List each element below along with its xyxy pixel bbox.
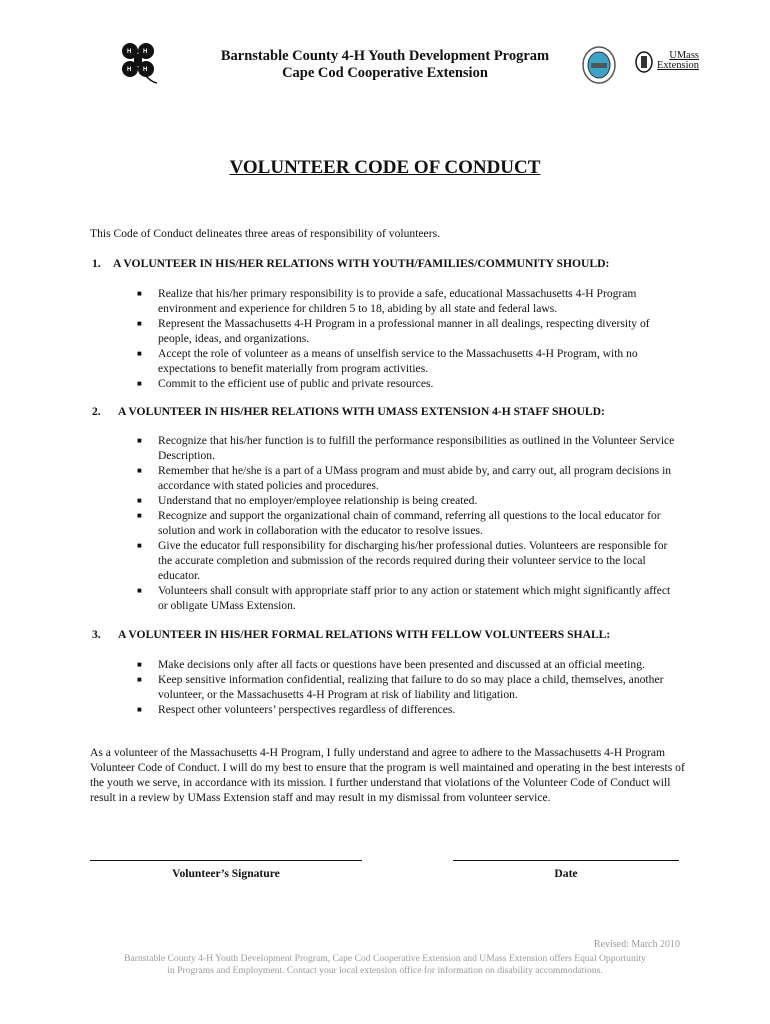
section-number: 2. — [92, 405, 101, 418]
section-heading: A VOLUNTEER IN HIS/HER RELATIONS WITH YOUTH/FAMILIES/COMMUNITY SHOULD: — [113, 257, 610, 270]
bullet-icon: ■ — [137, 660, 142, 669]
list-item: ■ Accept the role of volunteer as a means of unselfish service to the Massachusetts 4-H Program, with no expectations to benefit materially from program activities. — [137, 347, 638, 375]
bullet-icon: ■ — [137, 436, 142, 445]
section-number: 3. — [92, 628, 101, 641]
svg-text:H: H — [127, 49, 132, 55]
section-3 — [92, 627, 692, 642]
section-number: 1. — [92, 257, 101, 270]
signature-line[interactable] — [90, 860, 362, 861]
massachusetts-seal-icon — [635, 50, 653, 74]
date-label: Date — [554, 867, 578, 880]
svg-text:H: H — [143, 49, 148, 55]
section-heading: A VOLUNTEER IN HIS/HER FORMAL RELATIONS WITH FELLOW VOLUNTEERS SHALL: — [118, 628, 611, 641]
intro-text: This Code of Conduct delineates three areas of responsibility of volunteers. — [90, 227, 440, 240]
list-item: ■ Commit to the efficient use of public and private resources. — [137, 377, 434, 390]
bullet-icon: ■ — [137, 541, 142, 550]
umass-extension-logo: UMass Extension — [657, 50, 699, 71]
revised-date: Revised: March 2010 — [593, 939, 680, 950]
list-item: ■ Give the educator full responsibility for discharging his/her professional duties. Volunteers are responsible for the accurate completion and submission of the records required during their volunteer service to the local educator. — [137, 539, 668, 582]
list-item: ■ Make decisions only after all facts or questions have been presented and discussed at an official meeting. — [137, 658, 645, 671]
bullet-icon: ■ — [137, 349, 142, 358]
bullet-icon: ■ — [137, 319, 142, 328]
footer-notice: Barnstable County 4-H Youth Development Program, Cape Cod Cooperative Extension and UMass Extension offers Equal Opportunity in Programs and Employment. Contact your local extension office for information on disability accommodations. — [124, 953, 646, 976]
section-2 — [92, 404, 692, 419]
bullet-icon: ■ — [137, 379, 142, 388]
svg-text:H: H — [127, 67, 132, 73]
list-item: ■ Realize that his/her primary responsibility is to provide a safe, educational Massachusetts 4-H Program environment and experience for children 5 to 18, abiding by all state and federal laws. — [137, 287, 637, 315]
bullet-icon: ■ — [137, 496, 142, 505]
list-item: ■ Remember that he/she is a part of a UMass program and must abide by, and carry out, all program decisions in accordance with stated policies and procedures. — [137, 464, 672, 492]
section-1-list — [137, 286, 682, 391]
list-item: ■ Respect other volunteers’ perspectives regardless of differences. — [137, 703, 456, 716]
bullet-icon: ■ — [137, 289, 142, 298]
list-item: ■ Recognize that his/her function is to fulfill the performance responsibilities as outlined in the Volunteer Service Description. — [137, 434, 675, 462]
section-heading: A VOLUNTEER IN HIS/HER RELATIONS WITH UMASS EXTENSION 4-H STAFF SHOULD: — [118, 405, 605, 418]
section-1 — [92, 256, 692, 271]
svg-text:H: H — [143, 67, 148, 73]
bullet-icon: ■ — [137, 586, 142, 595]
header-line-2: Cape Cod Cooperative Extension — [282, 65, 488, 81]
list-item: ■ Understand that no employer/employee relationship is being created. — [137, 494, 478, 507]
bullet-icon: ■ — [137, 511, 142, 520]
bullet-icon: ■ — [137, 466, 142, 475]
header-line-1: Barnstable County 4-H Youth Development Program — [220, 48, 550, 64]
list-item: ■ Represent the Massachusetts 4-H Program in a professional manner in all dealings, respecting diversity of people, ideas, and organizations. — [137, 317, 650, 345]
page-title: VOLUNTEER CODE OF CONDUCT — [229, 157, 541, 178]
closing-statement: As a volunteer of the Massachusetts 4-H Program, I fully understand and agree to adhere to the Massachusetts 4-H Program Volunteer Code of Conduct. I will do my best to ensure that the program is well maintained and operating in the best interests of the youth we serve, in accordance with its mission. I further understand that violations of the Volunteer Code of Conduct will result in a review by UMass Extension staff and may result in my dismissal from volunteer service. — [90, 746, 685, 804]
list-item: ■ Volunteers shall consult with appropriate staff prior to any action or statement which might significantly affect or obligate UMass Extension. — [137, 584, 671, 612]
date-line[interactable] — [453, 860, 679, 861]
signature-label: Volunteer’s Signature — [172, 867, 280, 880]
county-seal-logo — [582, 46, 616, 84]
section-3-list — [137, 657, 682, 717]
bullet-icon: ■ — [137, 705, 142, 714]
list-item: ■ Keep sensitive information confidential, realizing that failure to do so may place a child, themselves, another volunteer, or the Massachusetts 4-H Program at risk of liability and litigation. — [137, 673, 664, 701]
section-2-list — [137, 433, 682, 613]
list-item: ■ Recognize and support the organizational chain of command, referring all questions to the local educator for solution and work in collaboration with the educator to resolve issues. — [137, 509, 661, 537]
bullet-icon: ■ — [137, 675, 142, 684]
